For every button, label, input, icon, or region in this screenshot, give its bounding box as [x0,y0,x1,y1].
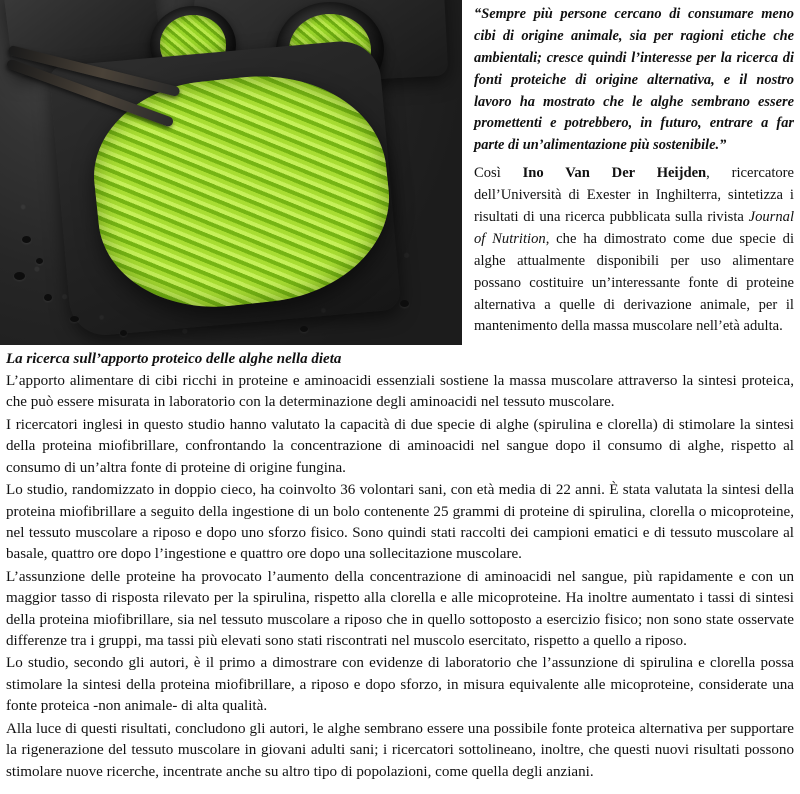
article-body [0,345,800,794]
lead-after-journal: , che ha dimostrato come due specie di alghe attualmente disponibili per uso alimentare possano costituire un’interessante fonte di proteine alternativa a quelle di derivazione animale, per il mantenimento della massa muscolare nell’età adulta. [474,230,795,335]
paragraph-6: Alla luce di questi risultati, concludono gli autori, le alghe sembrano essere una possibile fonte proteica alternativa per supportare la rigenerazione del tessuto muscolare in giovani adulti sani; i ricercatori sottolineano, inoltre, che questi nuovi risultati possono stimolare nuove ricerche, incentrate anche su altro tipo di popolazioni, come quella degli anziani. [6,720,794,780]
paragraph-4: L’assunzione delle proteine ha provocato l’aumento della concentrazione di aminoacidi nel sangue, più rapidamente e con un maggior tasso di risposta rilevato per la spirulina, rispetto alla clorella e alle micoproteine. Ha inoltre aumentato i tassi di sintesi della proteina miofibrillare, sia nel tessuto muscolare a riposo che in quello sottoposto a esercizio fisico; non sono state osservate differenze tra i gruppi, ma tassi più elevati sono stati riscontrati nel muscolo esercitato, rispetto a quello a riposo. [6,568,794,650]
journal-name: Journal of Nutrition [474,209,794,247]
article-header-section [0,0,800,345]
quote-column [462,0,800,338]
seaweed-salad-photo [0,0,462,345]
lead-after-name: , ricercatore dell’Università di Exester in Inghilterra, sintetizza i risultati di una ricerca pubblicata sulla rivista [474,165,795,226]
paragraph-5: Lo studio, secondo gli autori, è il primo a dimostrare con evidenze di laboratorio che l’assunzione di spirulina e clorella possa stimolare la sintesi della proteina miofibrillare, a riposo e dopo sforzo, in misura equivalente alle micoproteine, considerate una fonte proteica -non animale- di alta qualità. [6,655,794,715]
pull-quote: “Sempre più persone cercano di consumare meno cibi di origine animale, sia per ragioni etiche che ambientali; cresce quindi l’interesse per la ricerca di fonti proteiche di origine alternativa, e il nostro lavoro ha mostrato che le alghe sembrano essere promettenti e potrebbero, in futuro, entrare a far parte di un’alimentazione più sostenibile.” [474,6,794,154]
section-subheading: La ricerca sull’apporto proteico delle alghe nella dieta [6,351,342,367]
lead-paragraph [474,163,794,338]
lead-before-name: Così [474,165,523,182]
researcher-name: Ino Van Der Heijden [522,165,707,182]
paragraph-2: I ricercatori inglesi in questo studio hanno valutato la capacità di due specie di alghe (spirulina e clorella) di stimolare la sintesi della proteina miofibrillare, confrontando la concentrazione di aminoacidi nel sangue dopo il consumo di alghe, rispetto al consumo di un’altra fonte di proteine di origine fungina. [6,416,794,476]
photo-grain-overlay [0,0,462,345]
paragraph-3: Lo studio, randomizzato in doppio cieco, ha coinvolto 36 volontari sani, con età media di 22 anni. È stata valutata la sintesi della proteina miofibrillare a seguito della ingestione di un bolo contenente 25 grammi di proteine di spirulina, clorella o micoproteine, nel tessuto muscolare a riposo e dopo uno sforzo fisico. Sono quindi stati raccolti dei campioni ematici e di tessuto muscolare al basale, quattro ore dopo l’ingestione e quattro ore dopo una sollecitazione muscolare. [6,482,794,563]
paragraph-1: L’apporto alimentare di cibi ricchi in proteine e aminoacidi essenziali sostiene la massa muscolare attraverso la sintesi proteica, che può essere misurata in laboratorio con la determinazione degli aminoacidi nel tessuto muscolare. [6,373,794,411]
